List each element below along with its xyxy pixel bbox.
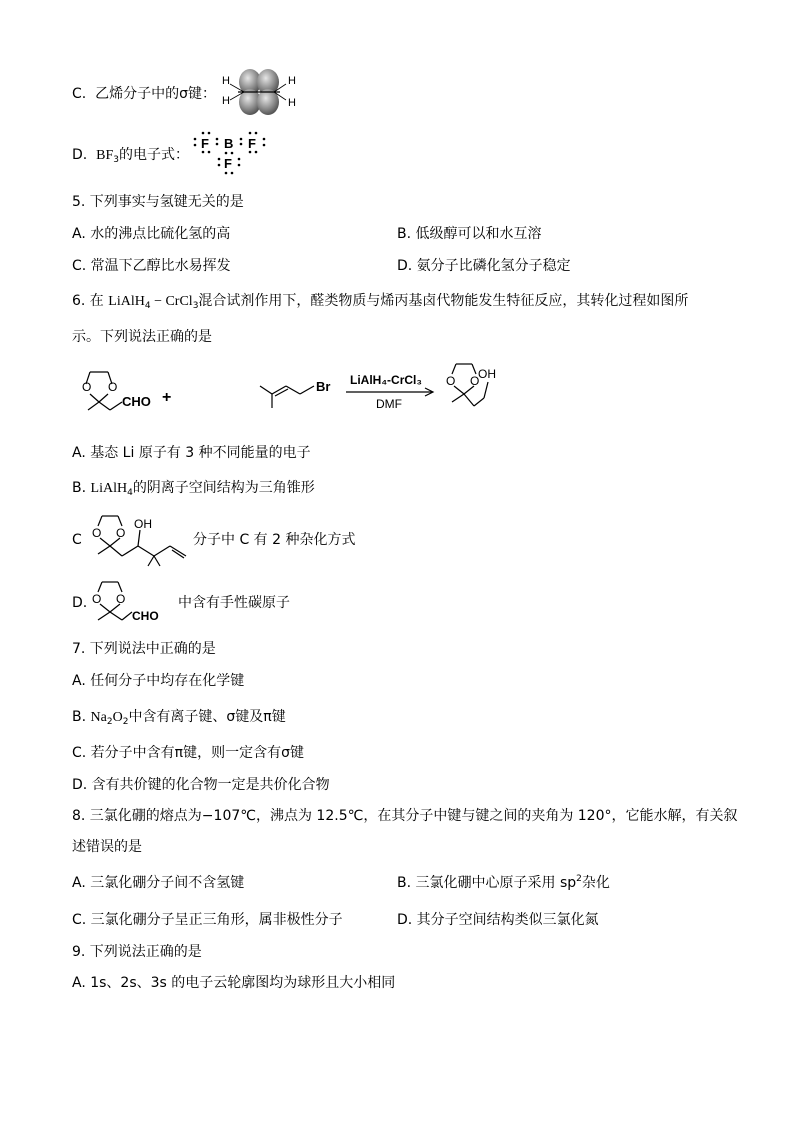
h-atom: H [222,75,230,87]
q6-stem: 6. 在 LiAlH$_4$ − CrCl$_3$混合试剂作用下，醛类物质与烯丙基卤代物能发生特征反应，其转化过程如图所 [72,293,689,311]
q7-option-c: C. 若分子中含有π键，则一定含有σ键 [72,745,304,761]
ring-oxygen: O [470,374,480,388]
q8-option-d: D. 其分子空间结构类似三氯化氮 [397,912,599,928]
ring-oxygen: O [92,592,102,606]
b-atom: B [224,136,234,151]
aldehyde-structure [88,578,180,624]
br-label: Br [316,379,331,394]
q8-stem-line2: 述错误的是 [72,839,142,855]
q6-option-b: B. LiAlH$_4$的阴离子空间结构为三角锥形 [72,480,315,498]
q6-option-d-label: D. [72,595,88,611]
f-atom: F [201,136,209,151]
q9-stem: 9. 下列说法正确的是 [72,944,202,960]
ring-oxygen: O [92,526,102,540]
ring-oxygen: O [82,380,92,394]
q4-option-d: D. $BF_3$的电子式： [72,147,189,165]
plus-sign: + [162,389,172,406]
ring-oxygen: O [116,526,126,540]
q4-option-c: C. 乙烯分子中的σ键： [72,86,217,102]
ring-oxygen: O [108,380,118,394]
solvent-label: DMF [376,397,402,411]
reagent-label: LiAlH₄-CrCl₃ [350,373,422,387]
q7-option-b: B. $Na_2O_2$中含有离子键、σ键及π键 [72,709,286,727]
q5-option-b: B. 低级醇可以和水互溶 [397,226,542,242]
q8-option-a: A. 三氯化硼分子间不含氢键 [72,875,245,891]
q5-option-a: A. 水的沸点比硫化氢的高 [72,226,231,242]
q9-option-a: A. 1s、2s、3s 的电子云轮廓图均为球形且大小相同 [72,975,396,991]
product-structure [88,510,192,566]
q8-option-b: B. 三氯化硼中心原子采用 $sp^2$杂化 [397,874,610,891]
q5-stem: 5. 下列事实与氢键无关的是 [72,194,244,210]
f-atom: F [248,136,256,151]
ring-oxygen: O [116,592,126,606]
q7-option-a: A. 任何分子中均存在化学键 [72,673,245,689]
oh-label: OH [478,367,496,381]
q6-option-c-label: C [72,532,82,548]
q7-option-d: D. 含有共价键的化合物一定是共价化合物 [72,777,330,793]
q6-option-d-text: 中含有手性碳原子 [178,595,290,611]
bf3-electron-formula [188,128,272,178]
h-atom: H [222,95,230,107]
cho-label: CHO [132,609,159,623]
q6-stem-line2: 示。下列说法正确的是 [72,329,212,345]
cho-label: CHO [122,394,151,409]
h-atom: H [288,97,296,109]
q5-option-d: D. 氨分子比磷化氢分子稳定 [397,258,571,274]
q6-option-a: A. 基态 Li 原子有 3 种不同能量的电子 [72,445,311,461]
q7-stem: 7. 下列说法中正确的是 [72,641,216,657]
h-atom: H [288,75,296,87]
q8-stem: 8. 三氯化硼的熔点为−107℃，沸点为 12.5℃，在其分子中键与键之间的夹角为 120°，它能水解，有关叙 [72,808,738,824]
ring-oxygen: O [446,374,456,388]
oh-label: OH [134,517,152,531]
q8-option-c: C. 三氯化硼分子呈正三角形，属非极性分子 [72,912,343,928]
q6-option-c-text: 分子中 C 有 2 种杂化方式 [193,532,356,548]
q5-option-c: C. 常温下乙醇比水易挥发 [72,258,231,274]
ethylene-sigma-bond-figure [216,64,302,118]
reaction-scheme [70,358,496,426]
f-atom: F [224,156,232,171]
